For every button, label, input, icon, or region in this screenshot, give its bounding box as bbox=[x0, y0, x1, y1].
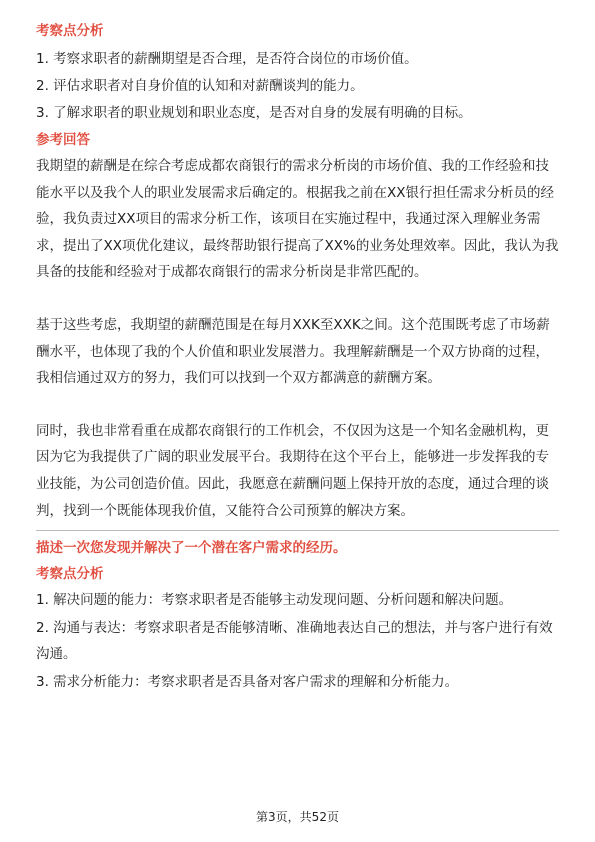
list-item: 1. 解决问题的能力：考察求职者是否能够主动发现问题、分析问题和解决问题。 bbox=[36, 592, 513, 609]
analysis-list-2 bbox=[36, 587, 559, 695]
document-page bbox=[36, 20, 559, 697]
paragraph-gap bbox=[36, 286, 559, 312]
section-heading-analysis-2: 考察点分析 bbox=[36, 566, 104, 583]
answer-paragraph: 同时，我也非常看重在成都农商银行的工作机会，不仅因为这是一个知名金融机构，更因为它为我提供了广阔的职业发展平台。我期待在这个平台上，能够进一步发挥我的专业技能，为公司创造价值。因此，我愿意在薪酬问题上保持开放的态度，通过合理的谈判，找到一个既能体现我价值，又能符合公司预算的解决方案。 bbox=[36, 422, 549, 519]
section-heading-analysis-1: 考察点分析 bbox=[36, 23, 104, 39]
list-item: 2. 沟通与表达：考察求职者是否能够清晰、准确地表达自己的想法，并与客户进行有效沟通。 bbox=[36, 620, 553, 663]
list-item: 3. 需求分析能力：考察求职者是否具备对客户需求的理解和分析能力。 bbox=[36, 674, 459, 691]
section-divider bbox=[36, 530, 559, 531]
section-heading-answer: 参考回答 bbox=[36, 132, 90, 148]
question-title: 描述一次您发现并解决了一个潜在客户需求的经历。 bbox=[36, 540, 347, 557]
list-item: 1. 考察求职者的薪酬期望是否合理，是否符合岗位的市场价值。 bbox=[36, 51, 418, 67]
list-item: 3. 了解求职者的职业规划和职业态度，是否对自身的发展有明确的目标。 bbox=[36, 105, 472, 121]
answer-paragraph: 基于这些考虑，我期望的薪酬范围是在每月XXK至XXK之间。这个范围既考虑了市场薪酬水平，也体现了我的个人价值和职业发展潜力。我理解薪酬是一个双方协商的过程，我相信通过双方的努力，我们可以找到一个双方都满意的薪酬方案。 bbox=[36, 316, 550, 387]
list-item: 2. 评估求职者对自身价值的认知和对薪酬谈判的能力。 bbox=[36, 78, 364, 94]
paragraph-gap bbox=[36, 392, 559, 418]
page-number: 第3页，共52页 bbox=[256, 810, 339, 824]
analysis-list-1 bbox=[36, 48, 559, 124]
answer-paragraph: 我期望的薪酬是在综合考虑成都农商银行的需求分析岗的市场价值、我的工作经验和技能水平以及我个人的职业发展需求后确定的。根据我之前在XX银行担任需求分析员的经验，我负责过XX项目的需求分析工作，该项目在实施过程中，我通过深入理解业务需求，提出了XX项优化建议，最终帮助银行提高了XX%的业务处理效率。因此，我认为我具备的技能和经验对于成都农商银行的需求分析岗是非常匹配的。 bbox=[36, 158, 559, 281]
